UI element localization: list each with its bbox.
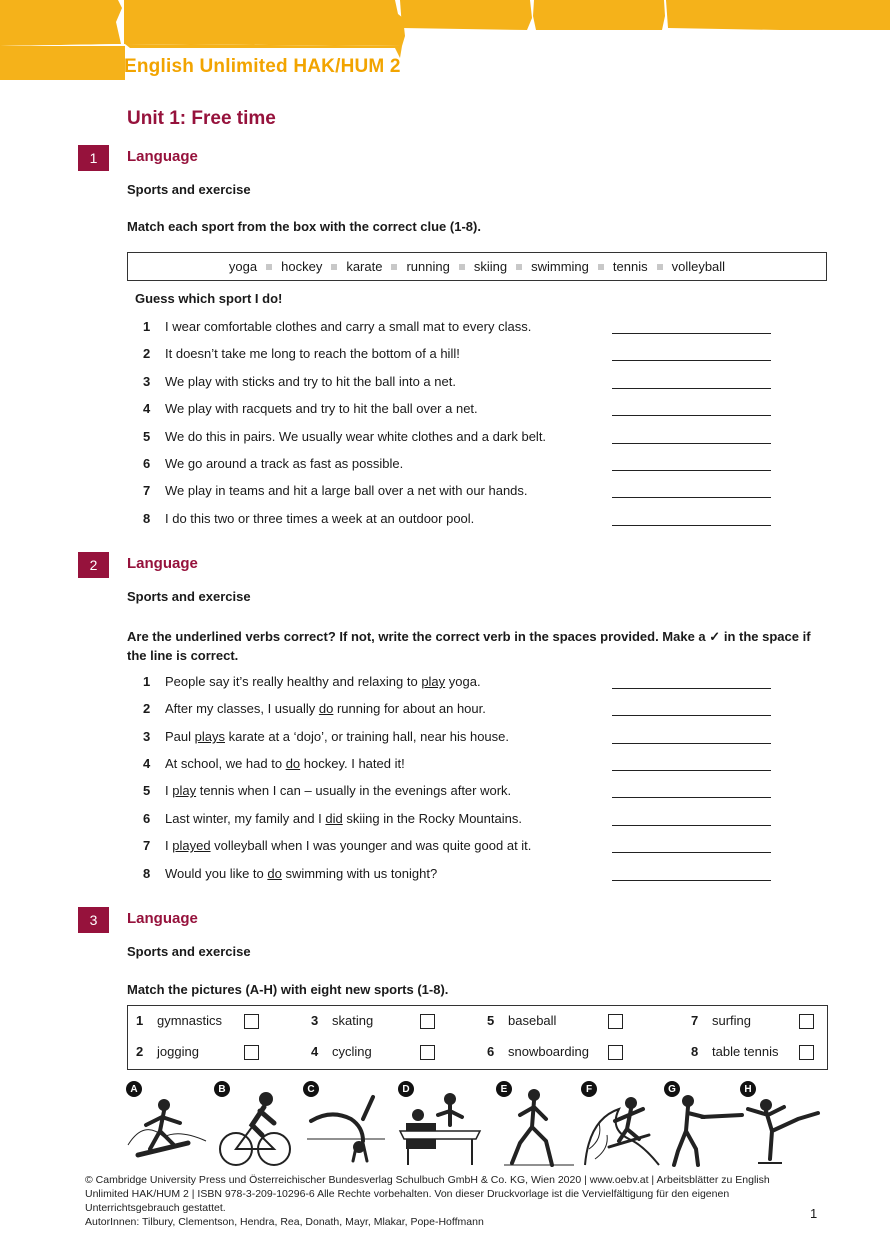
- list-item: 3 We play with sticks and try to hit the ball into a net.: [0, 374, 890, 394]
- answer-line[interactable]: [612, 415, 771, 416]
- section-2-number: 2: [78, 552, 109, 578]
- word-karate: karate: [346, 259, 383, 274]
- answer-line[interactable]: [612, 333, 771, 334]
- answer-line[interactable]: [612, 743, 771, 744]
- list-item: 6 Last winter, my family and I did skiing in the Rocky Mountains.: [0, 811, 890, 831]
- underlined-verb: play: [421, 674, 446, 689]
- list-item: 1 I wear comfortable clothes and carry a small mat to every class.: [0, 319, 890, 339]
- underlined-verb: do: [267, 866, 282, 881]
- unit-title: Unit 1: Free time: [127, 108, 276, 129]
- picture-a-snowboarder: [124, 1079, 210, 1171]
- header-shapes: [0, 0, 890, 92]
- checkbox[interactable]: [244, 1014, 259, 1029]
- list-item: 7 We play in teams and hit a large ball over a net with our hands.: [0, 483, 890, 503]
- picture-e-jogger: [494, 1079, 580, 1171]
- answer-line[interactable]: [612, 770, 771, 771]
- sports-pictures: [124, 1079, 824, 1171]
- word-skiing: skiing: [473, 259, 508, 274]
- picture-f-surfer: [579, 1079, 665, 1171]
- section-2-heading: Language: [127, 555, 198, 572]
- word-volleyball: volleyball: [671, 259, 726, 274]
- answer-line[interactable]: [612, 525, 771, 526]
- section-1-number: 1: [78, 145, 109, 171]
- section-2-instruction: Are the underlined verbs correct? If not, write the correct verb in the spaces provided. Make a ✓ in the space if the line is correct.: [127, 629, 811, 663]
- footer-copyright: © Cambridge University Press und Österreichischer Bundesverlag Schulbuch GmbH & Co. KG, Wien 2020 | www.oebv.at | Arbeitsblätter zu English Unlimited HAK/HUM 2 | ISBN 978-3-209-10296-6 Alle Rechte vorbehalten. Von dieser Druckvorlage ist die Vervielfältigung für den eigenen Unterrichtsgebrauch gestattet.: [85, 1174, 770, 1214]
- list-item: 8 Would you like to do swimming with us tonight?: [0, 866, 890, 886]
- page-number: 1: [810, 1206, 818, 1221]
- section-3-number: 3: [78, 907, 109, 933]
- picture-g-baseball: [662, 1079, 748, 1171]
- section-2-subheading: Sports and exercise: [127, 589, 251, 604]
- answer-line[interactable]: [612, 825, 771, 826]
- word-swimming: swimming: [531, 259, 589, 274]
- section-1-heading: Language: [127, 148, 198, 165]
- answer-line[interactable]: [612, 880, 771, 881]
- check-mark-icon: ✓: [709, 629, 721, 644]
- list-item: 4 At school, we had to do hockey. I hated it!: [0, 756, 890, 776]
- list-item: 3 Paul plays karate at a ‘dojo’, or training hall, near his house.: [0, 729, 890, 749]
- picture-label: B: [214, 1081, 230, 1097]
- list-item: 2 It doesn’t take me long to reach the bottom of a hill!: [0, 346, 890, 366]
- picture-label: G: [664, 1081, 680, 1097]
- header-title: English Unlimited HAK/HUM 2: [124, 56, 401, 77]
- picture-d-table-tennis: [396, 1079, 482, 1171]
- section-3-subheading: Sports and exercise: [127, 944, 251, 959]
- checkbox[interactable]: [608, 1014, 623, 1029]
- picture-label: A: [126, 1081, 142, 1097]
- underlined-verb: did: [325, 811, 343, 826]
- picture-b-cyclist: [212, 1079, 298, 1171]
- list-item: 2 After my classes, I usually do running for about an hour.: [0, 701, 890, 721]
- list-item: 5 I play tennis when I can – usually in the evenings after work.: [0, 783, 890, 803]
- footer-authors: AutorInnen: Tilbury, Clementson, Hendra, Rea, Donath, Mayr, Mlakar, Pope-Hoffmann: [85, 1216, 484, 1228]
- picture-label: F: [581, 1081, 597, 1097]
- answer-line[interactable]: [612, 852, 771, 853]
- checkbox[interactable]: [608, 1045, 623, 1060]
- section-1-instruction: Match each sport from the box with the correct clue (1-8).: [127, 219, 481, 234]
- word-yoga: yoga: [228, 259, 258, 274]
- answer-line[interactable]: [612, 497, 771, 498]
- list-item: 5 We do this in pairs. We usually wear white clothes and a dark belt.: [0, 429, 890, 449]
- checkbox[interactable]: [420, 1014, 435, 1029]
- word-box: [127, 252, 827, 281]
- underlined-verb: plays: [194, 729, 225, 744]
- sports-grid: 1 gymnastics 3 skating 5 baseball 7 surfing 2 jogging 4 cycling 6 snowboarding 8 table tennis: [127, 1005, 828, 1070]
- checkbox[interactable]: [420, 1045, 435, 1060]
- picture-label: C: [303, 1081, 319, 1097]
- list-item: 1 People say it’s really healthy and relaxing to play yoga.: [0, 674, 890, 694]
- footer: [85, 1173, 795, 1229]
- underlined-verb: play: [172, 783, 197, 798]
- answer-line[interactable]: [612, 443, 771, 444]
- checkbox[interactable]: [799, 1045, 814, 1060]
- checkbox[interactable]: [799, 1014, 814, 1029]
- picture-label: H: [740, 1081, 756, 1097]
- section-1-subheading: Sports and exercise: [127, 182, 251, 197]
- answer-line[interactable]: [612, 797, 771, 798]
- section-3-instruction: Match the pictures (A-H) with eight new sports (1-8).: [127, 982, 449, 997]
- answer-line[interactable]: [612, 388, 771, 389]
- list-item: 4 We play with racquets and try to hit the ball over a net.: [0, 401, 890, 421]
- underlined-verb: played: [172, 838, 211, 853]
- checkbox[interactable]: [244, 1045, 259, 1060]
- picture-label: D: [398, 1081, 414, 1097]
- section-3-heading: Language: [127, 910, 198, 927]
- picture-label: E: [496, 1081, 512, 1097]
- word-tennis: tennis: [612, 259, 648, 274]
- answer-line[interactable]: [612, 688, 771, 689]
- header-banner: [0, 0, 890, 92]
- answer-line[interactable]: [612, 715, 771, 716]
- list-item: 6 We go around a track as fast as possible.: [0, 456, 890, 476]
- word-running: running: [406, 259, 450, 274]
- guess-title: Guess which sport I do!: [135, 291, 283, 306]
- underlined-verb: do: [318, 701, 334, 716]
- underlined-verb: do: [285, 756, 301, 771]
- answer-line[interactable]: [612, 360, 771, 361]
- picture-c-gymnast: [301, 1079, 387, 1171]
- picture-h-skater: [738, 1079, 824, 1171]
- word-hockey: hockey: [281, 259, 323, 274]
- list-item: 8 I do this two or three times a week at an outdoor pool.: [0, 511, 890, 531]
- list-item: 7 I played volleyball when I was younger and was quite good at it.: [0, 838, 890, 858]
- answer-line[interactable]: [612, 470, 771, 471]
